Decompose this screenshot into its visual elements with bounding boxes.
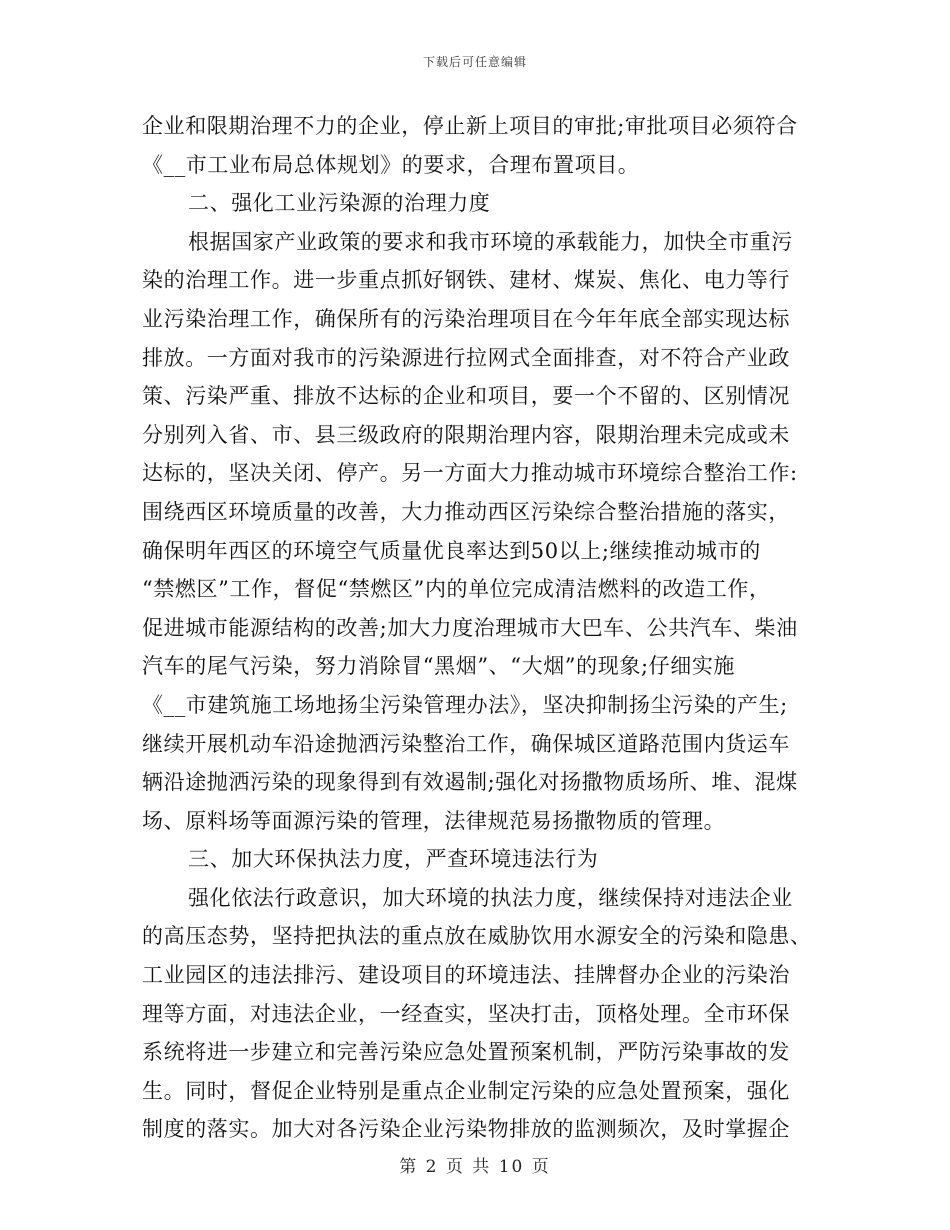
body-line: 染的治理工作。进一步重点抓好钢铁、建材、煤炭、焦化、电力等行 xyxy=(142,268,790,293)
body-line: 强化依法行政意识，加大环境的执法力度，继续保持对违法企业 xyxy=(188,885,793,910)
body-line: 企业和限期治理不力的企业，停止新上项目的审批;审批项目必须符合 xyxy=(142,114,798,138)
body-line: 确保明年西区的环境空气质量优良率达到50以上;继续推动城市的 xyxy=(142,538,761,563)
section-heading: 三、加大环保执法力度，严查环境违法行为 xyxy=(188,847,599,872)
body-line: “禁燃区”工作，督促“禁燃区”内的单位完成清洁燃料的改造工作， xyxy=(142,577,771,602)
section-heading: 二、强化工业污染源的治理力度 xyxy=(188,191,491,216)
body-line: 系统将进一步建立和完善污染应急处置预案机制，严防污染事故的发 xyxy=(142,1040,790,1065)
body-line: 根据国家产业政策的要求和我市环境的承载能力，加快全市重污 xyxy=(188,229,793,254)
body-line: 分别列入省、市、县三级政府的限期治理内容，限期治理未完成或未 xyxy=(142,422,790,447)
body-line: 促进城市能源结构的改善;加大力度治理城市大巴车、公共汽车、柴油 xyxy=(142,615,798,640)
body-line: 理等方面，对违法企业，一经查实，坚决打击，顶格处理。全市环保 xyxy=(142,1001,790,1026)
body-line: 达标的，坚决关闭、停产。另一方面大力推动城市环境综合整治工作: xyxy=(142,461,798,486)
body-line: 《__市工业布局总体规划》的要求，合理布置项目。 xyxy=(142,152,640,177)
body-line: 业污染治理工作，确保所有的污染治理项目在今年年底全部实现达标 xyxy=(142,306,790,331)
body-line: 的高压态势，坚持把执法的重点放在威胁饮用水源安全的污染和隐患、 xyxy=(142,924,812,949)
body-line: 继续开展机动车沿途抛洒污染整治工作，确保城区道路范围内货运车 xyxy=(142,731,790,756)
body-line: 辆沿途抛洒污染的现象得到有效遏制;强化对扬撒物质场所、堆、混煤 xyxy=(142,770,798,795)
body-line: 生。同时，督促企业特别是重点企业制定污染的应急处置预案，强化 xyxy=(142,1078,790,1103)
body-line: 《__市建筑施工场地扬尘污染管理办法》，坚决抑制扬尘污染的产生; xyxy=(142,692,788,717)
body-line: 汽车的尾气污染，努力消除冒“黑烟”、“大烟”的现象;仔细实施 xyxy=(142,654,736,679)
body-line: 排放。一方面对我市的污染源进行拉网式全面排查，对不符合产业政 xyxy=(142,345,790,370)
page-header-note: 下载后可任意编辑 xyxy=(422,55,527,69)
body-line: 策、污染严重、排放不达标的企业和项目，要一个不留的、区别情况 xyxy=(142,384,790,409)
body-line: 制度的落实。加大对各污染企业污染物排放的监测频次，及时掌握企 xyxy=(142,1117,790,1142)
body-line: 场、原料场等面源污染的管理，法律规范易扬撒物质的管理。 xyxy=(142,808,726,833)
page-number-footer: 第 2 页 共 10 页 xyxy=(399,1157,551,1177)
body-line: 围绕西区环境质量的改善，大力推动西区污染综合整治措施的落实， xyxy=(142,499,790,524)
document-body xyxy=(142,107,810,1149)
body-line: 工业园区的违法排污、建设项目的环境违法、挂牌督办企业的污染治 xyxy=(142,963,790,988)
